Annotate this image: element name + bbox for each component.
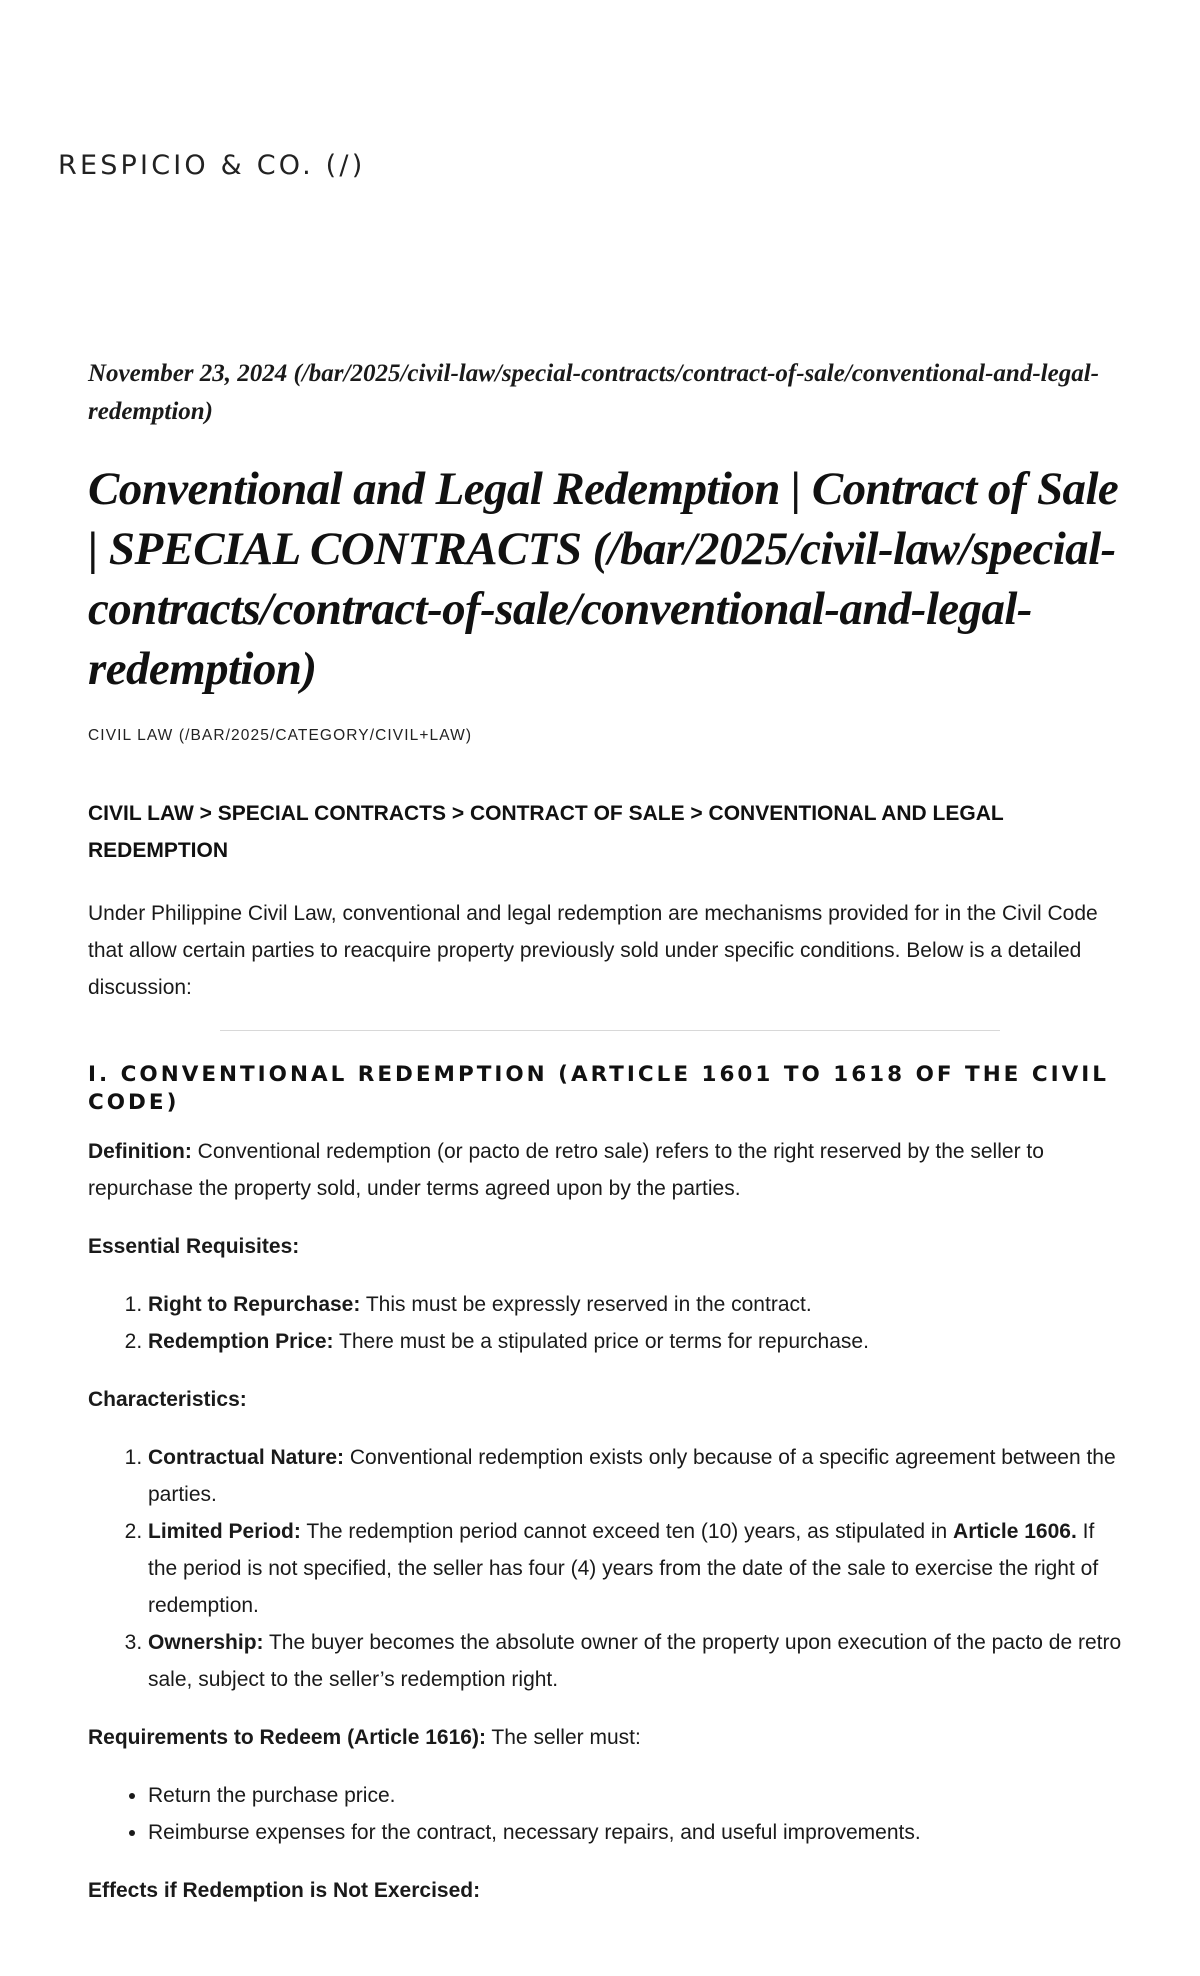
requisite-label: Redemption Price:	[148, 1330, 334, 1353]
definition-label: Definition:	[88, 1140, 192, 1163]
list-item	[148, 1513, 1128, 1624]
requirements-label: Requirements to Redeem (Article 1616):	[88, 1726, 486, 1749]
post-date-link[interactable]: November 23, 2024 (/bar/2025/civil-law/special-contracts/contract-of-sale/conventional-and-legal-redemption)	[88, 360, 1099, 425]
requisite-text: This must be expressly reserved in the contract.	[360, 1293, 812, 1316]
characteristics-heading: Characteristics:	[88, 1388, 247, 1411]
definition-text: Conventional redemption (or pacto de retro sale) refers to the right reserved by the seller to repurchase the property sold, under terms agreed upon by the parties.	[88, 1140, 1044, 1200]
list-item: • Reimburse expenses for the contract, necessary repairs, and useful improvements.	[148, 1814, 1128, 1851]
requirements-list	[88, 1777, 1128, 1851]
list-item	[148, 1323, 1128, 1360]
article-content	[88, 355, 1128, 1909]
article-reference: Article 1606.	[953, 1520, 1077, 1543]
post-title: Conventional and Legal Redemption | Contract of Sale | SPECIAL CONTRACTS (/bar/2025/civil-law/special-contracts/contract-of-sale/conventional-and-legal-redemption)	[88, 463, 1119, 695]
list-item	[148, 1439, 1128, 1513]
breadcrumb: CIVIL LAW > SPECIAL CONTRACTS > CONTRACT OF SALE > CONVENTIONAL AND LEGAL REDEMPTION	[88, 802, 1004, 862]
category-link[interactable]: CIVIL LAW (/BAR/2025/CATEGORY/CIVIL+LAW)	[88, 727, 473, 744]
section-divider	[220, 1030, 1000, 1031]
characteristic-text: The redemption period cannot exceed ten (10) years, as stipulated in	[300, 1520, 954, 1543]
definition-paragraph	[88, 1133, 1128, 1207]
requisite-text: There must be a stipulated price or terms for repurchase.	[333, 1330, 869, 1353]
characteristic-text-cont: If the period is not specified, the seller has four (4) years from the date of the sale to exercise the right of redemption.	[148, 1520, 1099, 1617]
site-header	[58, 150, 365, 181]
characteristics-list	[88, 1439, 1128, 1698]
characteristic-text: Conventional redemption exists only because of a specific agreement between the parties.	[148, 1446, 1116, 1506]
characteristic-label: Ownership:	[148, 1631, 264, 1654]
list-item	[148, 1624, 1128, 1698]
section-heading-conventional: I. CONVENTIONAL REDEMPTION (ARTICLE 1601 TO 1618 OF THE CIVIL CODE)	[88, 1062, 1109, 1115]
effects-heading: Effects if Redemption is Not Exercised:	[88, 1879, 481, 1902]
characteristic-label: Limited Period:	[148, 1520, 301, 1543]
intro-paragraph: Under Philippine Civil Law, conventional and legal redemption are mechanisms provided for in the Civil Code that allow certain parties to reacquire property previously sold under specific conditions. Below is a detailed discussion:	[88, 902, 1098, 999]
brand-link[interactable]: RESPICIO & CO. (/)	[58, 150, 366, 181]
list-item: • Return the purchase price.	[148, 1777, 1128, 1814]
requisite-label: Right to Repurchase:	[148, 1293, 361, 1316]
characteristic-label: Contractual Nature:	[148, 1446, 345, 1469]
requirements-text: The seller must:	[485, 1726, 641, 1749]
requisites-heading: Essential Requisites:	[88, 1235, 300, 1258]
characteristic-text: The buyer becomes the absolute owner of the property upon execution of the pacto de retro sale, subject to the seller’s redemption right.	[148, 1631, 1122, 1691]
requisites-list	[88, 1286, 1128, 1360]
list-item	[148, 1286, 1128, 1323]
requirements-paragraph	[88, 1719, 1128, 1756]
